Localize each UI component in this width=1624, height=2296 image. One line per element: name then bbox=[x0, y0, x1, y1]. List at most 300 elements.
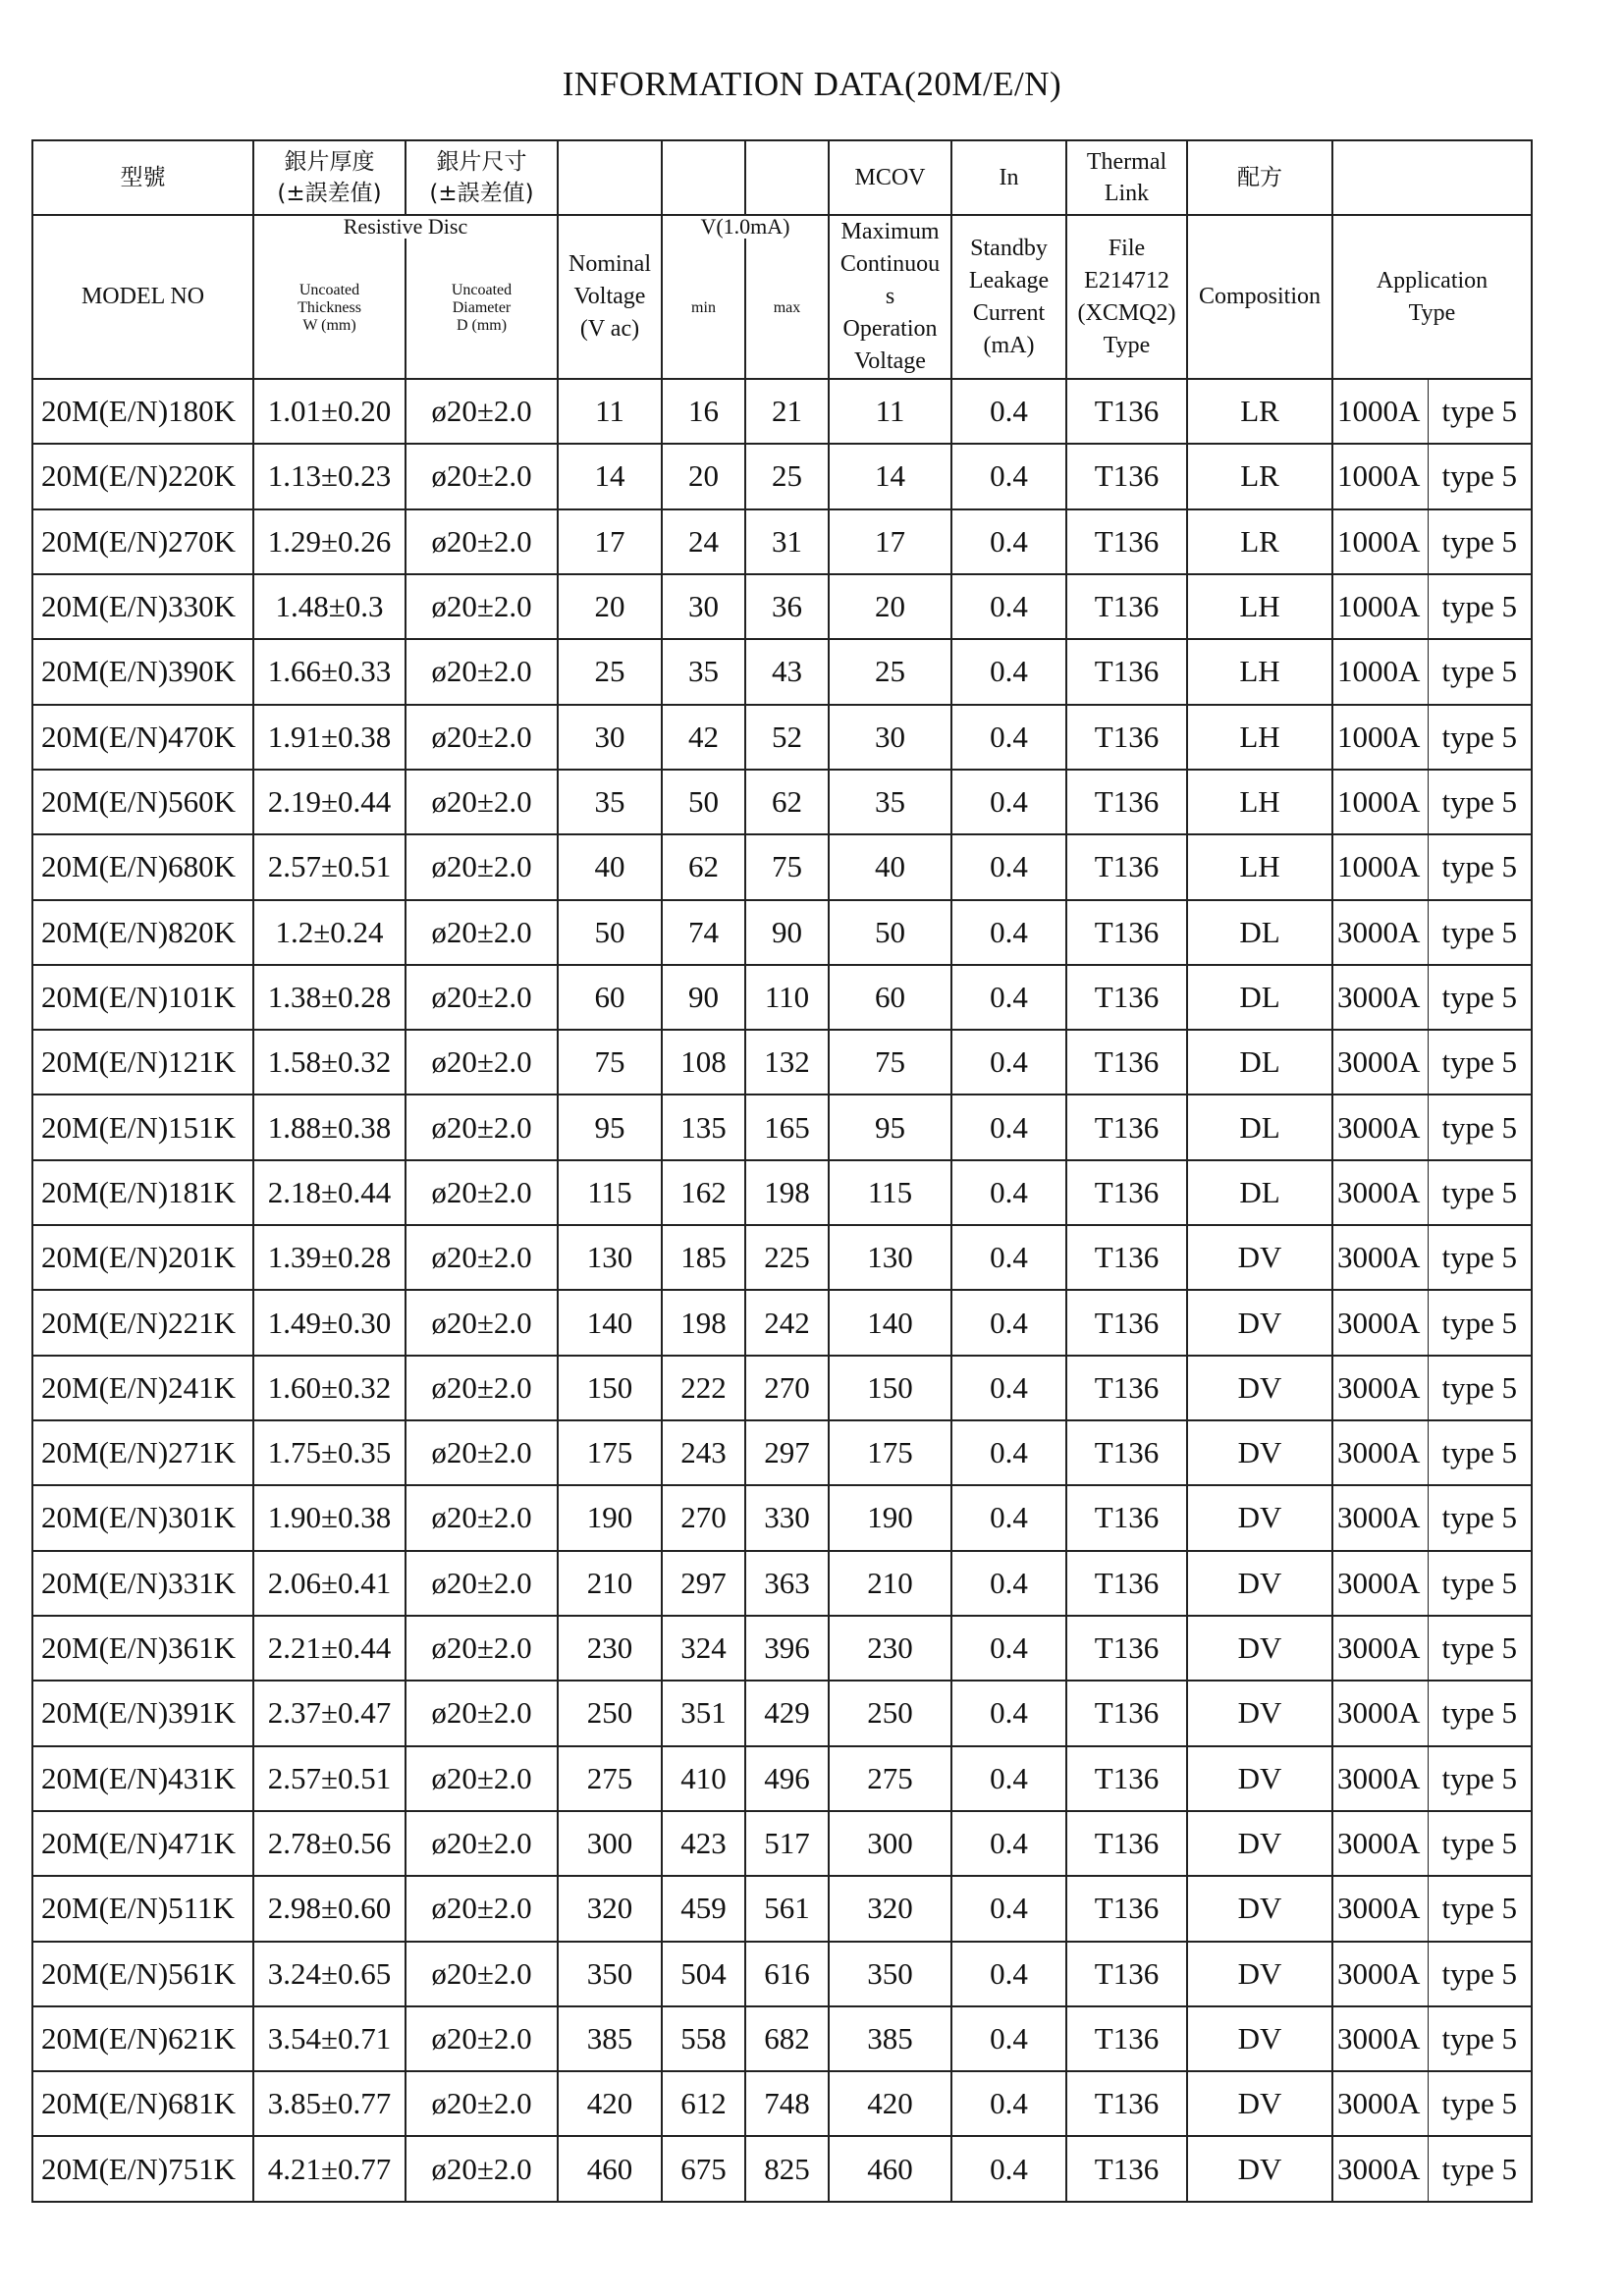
cell-thickness: 1.2±0.24 bbox=[253, 900, 406, 965]
cell-application-type: type 5 bbox=[1428, 1681, 1532, 1745]
cell-current-rating: 3000A bbox=[1332, 1746, 1428, 1811]
cell-model: 20M(E/N)221K bbox=[32, 1290, 253, 1355]
cell-diameter: ø20±2.0 bbox=[406, 834, 558, 899]
cell-min: 20 bbox=[662, 444, 745, 508]
cell-diameter: ø20±2.0 bbox=[406, 2006, 558, 2071]
cell-min: 410 bbox=[662, 1746, 745, 1811]
cell-file-type: T136 bbox=[1066, 379, 1187, 444]
cell-thickness: 3.54±0.71 bbox=[253, 2006, 406, 2071]
cell-min: 504 bbox=[662, 1942, 745, 2006]
cell-leakage: 0.4 bbox=[951, 1485, 1066, 1550]
cell-file-type: T136 bbox=[1066, 1160, 1187, 1225]
cell-leakage: 0.4 bbox=[951, 1811, 1066, 1876]
cell-mcov: 35 bbox=[829, 770, 951, 834]
table-row bbox=[32, 770, 1532, 834]
cell-mcov: 95 bbox=[829, 1095, 951, 1159]
cell-current-rating: 3000A bbox=[1332, 1811, 1428, 1876]
cell-diameter: ø20±2.0 bbox=[406, 705, 558, 770]
cell-leakage: 0.4 bbox=[951, 705, 1066, 770]
cell-thickness: 1.66±0.33 bbox=[253, 639, 406, 704]
cell-current-rating: 3000A bbox=[1332, 1290, 1428, 1355]
cell-max: 62 bbox=[745, 770, 829, 834]
cell-model: 20M(E/N)680K bbox=[32, 834, 253, 899]
cell-mcov: 115 bbox=[829, 1160, 951, 1225]
header-thermal-link: Thermal Link bbox=[1066, 140, 1187, 215]
cell-mcov: 460 bbox=[829, 2136, 951, 2202]
cell-thickness: 3.85±0.77 bbox=[253, 2071, 406, 2136]
cell-thickness: 1.75±0.35 bbox=[253, 1420, 406, 1485]
header-composition-cn: 配方 bbox=[1187, 140, 1332, 215]
cell-mcov: 175 bbox=[829, 1420, 951, 1485]
cell-thickness: 2.37±0.47 bbox=[253, 1681, 406, 1745]
cell-composition: DL bbox=[1187, 900, 1332, 965]
cell-model: 20M(E/N)361K bbox=[32, 1616, 253, 1681]
cell-mcov: 140 bbox=[829, 1290, 951, 1355]
cell-application-type: type 5 bbox=[1428, 1160, 1532, 1225]
cell-application-type: type 5 bbox=[1428, 1095, 1532, 1159]
cell-composition: LR bbox=[1187, 509, 1332, 574]
table-row bbox=[32, 509, 1532, 574]
cell-model: 20M(E/N)431K bbox=[32, 1746, 253, 1811]
cell-min: 162 bbox=[662, 1160, 745, 1225]
cell-diameter: ø20±2.0 bbox=[406, 1030, 558, 1095]
cell-max: 43 bbox=[745, 639, 829, 704]
cell-leakage: 0.4 bbox=[951, 965, 1066, 1030]
cell-application-type: type 5 bbox=[1428, 1420, 1532, 1485]
cell-max: 21 bbox=[745, 379, 829, 444]
cell-diameter: ø20±2.0 bbox=[406, 2136, 558, 2202]
table-row bbox=[32, 1876, 1532, 1941]
cell-max: 132 bbox=[745, 1030, 829, 1095]
cell-mcov: 150 bbox=[829, 1356, 951, 1420]
cell-max: 297 bbox=[745, 1420, 829, 1485]
cell-diameter: ø20±2.0 bbox=[406, 1942, 558, 2006]
cell-application-type: type 5 bbox=[1428, 705, 1532, 770]
cell-composition: LH bbox=[1187, 770, 1332, 834]
cell-nominal-voltage: 275 bbox=[558, 1746, 662, 1811]
table-row bbox=[32, 1485, 1532, 1550]
cell-max: 198 bbox=[745, 1160, 829, 1225]
cell-thickness: 1.90±0.38 bbox=[253, 1485, 406, 1550]
cell-file-type: T136 bbox=[1066, 509, 1187, 574]
cell-nominal-voltage: 20 bbox=[558, 574, 662, 639]
cell-max: 561 bbox=[745, 1876, 829, 1941]
cell-diameter: ø20±2.0 bbox=[406, 1160, 558, 1225]
cell-application-type: type 5 bbox=[1428, 1485, 1532, 1550]
cell-leakage: 0.4 bbox=[951, 1681, 1066, 1745]
cell-diameter: ø20±2.0 bbox=[406, 1420, 558, 1485]
cell-max: 75 bbox=[745, 834, 829, 899]
cell-file-type: T136 bbox=[1066, 900, 1187, 965]
cell-thickness: 1.49±0.30 bbox=[253, 1290, 406, 1355]
cell-model: 20M(E/N)820K bbox=[32, 900, 253, 965]
cell-min: 185 bbox=[662, 1225, 745, 1290]
cell-nominal-voltage: 175 bbox=[558, 1420, 662, 1485]
cell-diameter: ø20±2.0 bbox=[406, 1356, 558, 1420]
cell-application-type: type 5 bbox=[1428, 2006, 1532, 2071]
cell-thickness: 1.38±0.28 bbox=[253, 965, 406, 1030]
table-row bbox=[32, 2006, 1532, 2071]
cell-max: 36 bbox=[745, 574, 829, 639]
table-row bbox=[32, 1356, 1532, 1420]
header-blank-nominal bbox=[558, 140, 662, 215]
cell-min: 42 bbox=[662, 705, 745, 770]
cell-application-type: type 5 bbox=[1428, 834, 1532, 899]
cell-thickness: 2.21±0.44 bbox=[253, 1616, 406, 1681]
cell-nominal-voltage: 320 bbox=[558, 1876, 662, 1941]
header-model-cn: 型號 bbox=[32, 140, 253, 215]
header-composition: Composition bbox=[1187, 215, 1332, 379]
cell-mcov: 190 bbox=[829, 1485, 951, 1550]
cell-composition: DV bbox=[1187, 2071, 1332, 2136]
cell-min: 222 bbox=[662, 1356, 745, 1420]
cell-mcov: 40 bbox=[829, 834, 951, 899]
cell-thickness: 1.13±0.23 bbox=[253, 444, 406, 508]
table-row bbox=[32, 834, 1532, 899]
cell-mcov: 250 bbox=[829, 1681, 951, 1745]
cell-current-rating: 3000A bbox=[1332, 1356, 1428, 1420]
cell-current-rating: 3000A bbox=[1332, 1095, 1428, 1159]
cell-mcov: 50 bbox=[829, 900, 951, 965]
cell-leakage: 0.4 bbox=[951, 1030, 1066, 1095]
table-row bbox=[32, 965, 1532, 1030]
cell-model: 20M(E/N)220K bbox=[32, 444, 253, 508]
table-row bbox=[32, 2071, 1532, 2136]
cell-thickness: 2.57±0.51 bbox=[253, 834, 406, 899]
cell-model: 20M(E/N)180K bbox=[32, 379, 253, 444]
cell-model: 20M(E/N)101K bbox=[32, 965, 253, 1030]
cell-min: 90 bbox=[662, 965, 745, 1030]
cell-max: 825 bbox=[745, 2136, 829, 2202]
table-row bbox=[32, 705, 1532, 770]
table-body bbox=[32, 379, 1532, 2202]
table-row bbox=[32, 1681, 1532, 1745]
cell-application-type: type 5 bbox=[1428, 900, 1532, 965]
cell-current-rating: 3000A bbox=[1332, 1551, 1428, 1616]
table-row bbox=[32, 1616, 1532, 1681]
cell-nominal-voltage: 30 bbox=[558, 705, 662, 770]
cell-min: 675 bbox=[662, 2136, 745, 2202]
table-row bbox=[32, 1030, 1532, 1095]
cell-diameter: ø20±2.0 bbox=[406, 900, 558, 965]
cell-max: 496 bbox=[745, 1746, 829, 1811]
cell-thickness: 1.39±0.28 bbox=[253, 1225, 406, 1290]
cell-mcov: 385 bbox=[829, 2006, 951, 2071]
cell-leakage: 0.4 bbox=[951, 1942, 1066, 2006]
cell-nominal-voltage: 115 bbox=[558, 1160, 662, 1225]
cell-application-type: type 5 bbox=[1428, 1942, 1532, 2006]
header-row-sub bbox=[32, 215, 1532, 239]
cell-leakage: 0.4 bbox=[951, 574, 1066, 639]
cell-diameter: ø20±2.0 bbox=[406, 1746, 558, 1811]
cell-composition: DV bbox=[1187, 1225, 1332, 1290]
cell-leakage: 0.4 bbox=[951, 444, 1066, 508]
cell-max: 242 bbox=[745, 1290, 829, 1355]
cell-model: 20M(E/N)560K bbox=[32, 770, 253, 834]
header-blank-min bbox=[662, 140, 745, 215]
cell-max: 682 bbox=[745, 2006, 829, 2071]
table-row bbox=[32, 639, 1532, 704]
cell-diameter: ø20±2.0 bbox=[406, 1225, 558, 1290]
header-uncoated-thickness: Uncoated Thickness W (mm) bbox=[253, 239, 406, 379]
cell-current-rating: 1000A bbox=[1332, 444, 1428, 508]
cell-max: 270 bbox=[745, 1356, 829, 1420]
cell-composition: LR bbox=[1187, 379, 1332, 444]
cell-file-type: T136 bbox=[1066, 1876, 1187, 1941]
cell-leakage: 0.4 bbox=[951, 2006, 1066, 2071]
table-row bbox=[32, 1420, 1532, 1485]
cell-nominal-voltage: 460 bbox=[558, 2136, 662, 2202]
cell-leakage: 0.4 bbox=[951, 1160, 1066, 1225]
cell-min: 459 bbox=[662, 1876, 745, 1941]
cell-mcov: 60 bbox=[829, 965, 951, 1030]
cell-composition: DV bbox=[1187, 1290, 1332, 1355]
header-standby-leakage: Standby Leakage Current (mA) bbox=[951, 215, 1066, 379]
cell-thickness: 2.18±0.44 bbox=[253, 1160, 406, 1225]
cell-composition: DL bbox=[1187, 965, 1332, 1030]
cell-leakage: 0.4 bbox=[951, 1616, 1066, 1681]
cell-current-rating: 3000A bbox=[1332, 1225, 1428, 1290]
cell-composition: LH bbox=[1187, 574, 1332, 639]
cell-max: 110 bbox=[745, 965, 829, 1030]
cell-diameter: ø20±2.0 bbox=[406, 1616, 558, 1681]
cell-mcov: 230 bbox=[829, 1616, 951, 1681]
cell-min: 243 bbox=[662, 1420, 745, 1485]
cell-leakage: 0.4 bbox=[951, 2136, 1066, 2202]
cell-model: 20M(E/N)511K bbox=[32, 1876, 253, 1941]
cell-file-type: T136 bbox=[1066, 705, 1187, 770]
cell-application-type: type 5 bbox=[1428, 509, 1532, 574]
cell-mcov: 17 bbox=[829, 509, 951, 574]
cell-current-rating: 1000A bbox=[1332, 639, 1428, 704]
cell-diameter: ø20±2.0 bbox=[406, 1290, 558, 1355]
cell-leakage: 0.4 bbox=[951, 770, 1066, 834]
cell-composition: DV bbox=[1187, 1876, 1332, 1941]
cell-composition: DV bbox=[1187, 1942, 1332, 2006]
cell-model: 20M(E/N)270K bbox=[32, 509, 253, 574]
cell-nominal-voltage: 60 bbox=[558, 965, 662, 1030]
cell-current-rating: 1000A bbox=[1332, 379, 1428, 444]
cell-min: 423 bbox=[662, 1811, 745, 1876]
header-model-no: MODEL NO bbox=[32, 215, 253, 379]
cell-composition: LH bbox=[1187, 834, 1332, 899]
cell-mcov: 130 bbox=[829, 1225, 951, 1290]
cell-thickness: 2.78±0.56 bbox=[253, 1811, 406, 1876]
table-row bbox=[32, 1811, 1532, 1876]
cell-max: 429 bbox=[745, 1681, 829, 1745]
cell-application-type: type 5 bbox=[1428, 1356, 1532, 1420]
cell-current-rating: 3000A bbox=[1332, 1616, 1428, 1681]
cell-nominal-voltage: 350 bbox=[558, 1942, 662, 2006]
cell-model: 20M(E/N)681K bbox=[32, 2071, 253, 2136]
cell-current-rating: 1000A bbox=[1332, 574, 1428, 639]
table-row bbox=[32, 1290, 1532, 1355]
cell-max: 748 bbox=[745, 2071, 829, 2136]
cell-file-type: T136 bbox=[1066, 444, 1187, 508]
cell-model: 20M(E/N)561K bbox=[32, 1942, 253, 2006]
cell-current-rating: 3000A bbox=[1332, 1420, 1428, 1485]
cell-max: 31 bbox=[745, 509, 829, 574]
cell-current-rating: 3000A bbox=[1332, 2136, 1428, 2202]
cell-composition: DV bbox=[1187, 1811, 1332, 1876]
cell-application-type: type 5 bbox=[1428, 1551, 1532, 1616]
cell-thickness: 2.98±0.60 bbox=[253, 1876, 406, 1941]
cell-current-rating: 3000A bbox=[1332, 1485, 1428, 1550]
cell-application-type: type 5 bbox=[1428, 1290, 1532, 1355]
cell-current-rating: 3000A bbox=[1332, 2071, 1428, 2136]
cell-model: 20M(E/N)241K bbox=[32, 1356, 253, 1420]
cell-file-type: T136 bbox=[1066, 1811, 1187, 1876]
cell-nominal-voltage: 75 bbox=[558, 1030, 662, 1095]
header-uncoated-diameter: Uncoated Diameter D (mm) bbox=[406, 239, 558, 379]
cell-mcov: 210 bbox=[829, 1551, 951, 1616]
header-application-type: Application Type bbox=[1332, 215, 1532, 379]
cell-model: 20M(E/N)751K bbox=[32, 2136, 253, 2202]
cell-file-type: T136 bbox=[1066, 1746, 1187, 1811]
cell-file-type: T136 bbox=[1066, 770, 1187, 834]
cell-thickness: 1.58±0.32 bbox=[253, 1030, 406, 1095]
cell-max: 396 bbox=[745, 1616, 829, 1681]
cell-diameter: ø20±2.0 bbox=[406, 1551, 558, 1616]
cell-diameter: ø20±2.0 bbox=[406, 1681, 558, 1745]
cell-diameter: ø20±2.0 bbox=[406, 379, 558, 444]
cell-mcov: 275 bbox=[829, 1746, 951, 1811]
cell-leakage: 0.4 bbox=[951, 1876, 1066, 1941]
cell-current-rating: 1000A bbox=[1332, 834, 1428, 899]
cell-file-type: T136 bbox=[1066, 639, 1187, 704]
cell-nominal-voltage: 140 bbox=[558, 1290, 662, 1355]
cell-min: 108 bbox=[662, 1030, 745, 1095]
cell-current-rating: 1000A bbox=[1332, 705, 1428, 770]
cell-diameter: ø20±2.0 bbox=[406, 965, 558, 1030]
cell-current-rating: 3000A bbox=[1332, 1681, 1428, 1745]
cell-mcov: 14 bbox=[829, 444, 951, 508]
table-row bbox=[32, 900, 1532, 965]
cell-nominal-voltage: 230 bbox=[558, 1616, 662, 1681]
header-max: max bbox=[745, 239, 829, 379]
cell-leakage: 0.4 bbox=[951, 1746, 1066, 1811]
cell-min: 30 bbox=[662, 574, 745, 639]
cell-min: 24 bbox=[662, 509, 745, 574]
cell-diameter: ø20±2.0 bbox=[406, 1485, 558, 1550]
table-row bbox=[32, 1095, 1532, 1159]
cell-leakage: 0.4 bbox=[951, 379, 1066, 444]
cell-diameter: ø20±2.0 bbox=[406, 509, 558, 574]
cell-min: 351 bbox=[662, 1681, 745, 1745]
cell-thickness: 1.60±0.32 bbox=[253, 1356, 406, 1420]
cell-file-type: T136 bbox=[1066, 1225, 1187, 1290]
table-row bbox=[32, 1225, 1532, 1290]
cell-application-type: type 5 bbox=[1428, 1811, 1532, 1876]
cell-nominal-voltage: 95 bbox=[558, 1095, 662, 1159]
cell-mcov: 350 bbox=[829, 1942, 951, 2006]
cell-mcov: 420 bbox=[829, 2071, 951, 2136]
cell-min: 135 bbox=[662, 1095, 745, 1159]
cell-model: 20M(E/N)181K bbox=[32, 1160, 253, 1225]
table-row bbox=[32, 2136, 1532, 2202]
header-diameter-cn: 銀片尺寸 (±誤差值) bbox=[406, 140, 558, 215]
cell-file-type: T136 bbox=[1066, 1681, 1187, 1745]
cell-composition: LR bbox=[1187, 444, 1332, 508]
cell-mcov: 320 bbox=[829, 1876, 951, 1941]
cell-model: 20M(E/N)390K bbox=[32, 639, 253, 704]
header-max-cont-op-voltage: Maximum Continuou s Operation Voltage bbox=[829, 215, 951, 379]
cell-thickness: 1.01±0.20 bbox=[253, 379, 406, 444]
cell-leakage: 0.4 bbox=[951, 2071, 1066, 2136]
cell-leakage: 0.4 bbox=[951, 900, 1066, 965]
cell-min: 35 bbox=[662, 639, 745, 704]
cell-application-type: type 5 bbox=[1428, 1030, 1532, 1095]
cell-diameter: ø20±2.0 bbox=[406, 1811, 558, 1876]
cell-thickness: 3.24±0.65 bbox=[253, 1942, 406, 2006]
cell-file-type: T136 bbox=[1066, 2136, 1187, 2202]
cell-min: 62 bbox=[662, 834, 745, 899]
cell-model: 20M(E/N)391K bbox=[32, 1681, 253, 1745]
cell-composition: DV bbox=[1187, 1616, 1332, 1681]
cell-leakage: 0.4 bbox=[951, 1356, 1066, 1420]
cell-application-type: type 5 bbox=[1428, 770, 1532, 834]
table-row bbox=[32, 1160, 1532, 1225]
cell-mcov: 75 bbox=[829, 1030, 951, 1095]
cell-file-type: T136 bbox=[1066, 834, 1187, 899]
cell-file-type: T136 bbox=[1066, 1095, 1187, 1159]
cell-composition: DV bbox=[1187, 1746, 1332, 1811]
cell-file-type: T136 bbox=[1066, 2006, 1187, 2071]
cell-mcov: 25 bbox=[829, 639, 951, 704]
cell-diameter: ø20±2.0 bbox=[406, 574, 558, 639]
cell-model: 20M(E/N)201K bbox=[32, 1225, 253, 1290]
cell-composition: DV bbox=[1187, 1485, 1332, 1550]
cell-application-type: type 5 bbox=[1428, 639, 1532, 704]
cell-application-type: type 5 bbox=[1428, 1876, 1532, 1941]
cell-composition: DV bbox=[1187, 2136, 1332, 2202]
cell-composition: DL bbox=[1187, 1030, 1332, 1095]
cell-leakage: 0.4 bbox=[951, 1225, 1066, 1290]
cell-file-type: T136 bbox=[1066, 1290, 1187, 1355]
cell-diameter: ø20±2.0 bbox=[406, 2071, 558, 2136]
cell-min: 198 bbox=[662, 1290, 745, 1355]
cell-model: 20M(E/N)621K bbox=[32, 2006, 253, 2071]
cell-current-rating: 3000A bbox=[1332, 2006, 1428, 2071]
cell-min: 297 bbox=[662, 1551, 745, 1616]
cell-composition: DL bbox=[1187, 1095, 1332, 1159]
cell-composition: DV bbox=[1187, 1420, 1332, 1485]
cell-max: 330 bbox=[745, 1485, 829, 1550]
header-thickness-cn: 銀片厚度 (±誤差值) bbox=[253, 140, 406, 215]
cell-current-rating: 3000A bbox=[1332, 1030, 1428, 1095]
table-row bbox=[32, 1551, 1532, 1616]
cell-thickness: 2.19±0.44 bbox=[253, 770, 406, 834]
cell-mcov: 20 bbox=[829, 574, 951, 639]
cell-model: 20M(E/N)271K bbox=[32, 1420, 253, 1485]
cell-model: 20M(E/N)470K bbox=[32, 705, 253, 770]
cell-nominal-voltage: 11 bbox=[558, 379, 662, 444]
table-row bbox=[32, 379, 1532, 444]
cell-application-type: type 5 bbox=[1428, 1746, 1532, 1811]
cell-mcov: 11 bbox=[829, 379, 951, 444]
header-blank-max bbox=[745, 140, 829, 215]
header-file-type: File E214712 (XCMQ2) Type bbox=[1066, 215, 1187, 379]
cell-application-type: type 5 bbox=[1428, 1225, 1532, 1290]
cell-nominal-voltage: 385 bbox=[558, 2006, 662, 2071]
cell-thickness: 1.48±0.3 bbox=[253, 574, 406, 639]
cell-thickness: 4.21±0.77 bbox=[253, 2136, 406, 2202]
cell-leakage: 0.4 bbox=[951, 1551, 1066, 1616]
cell-file-type: T136 bbox=[1066, 1942, 1187, 2006]
cell-thickness: 1.91±0.38 bbox=[253, 705, 406, 770]
cell-min: 324 bbox=[662, 1616, 745, 1681]
header-nominal-voltage: Nominal Voltage (V ac) bbox=[558, 215, 662, 379]
